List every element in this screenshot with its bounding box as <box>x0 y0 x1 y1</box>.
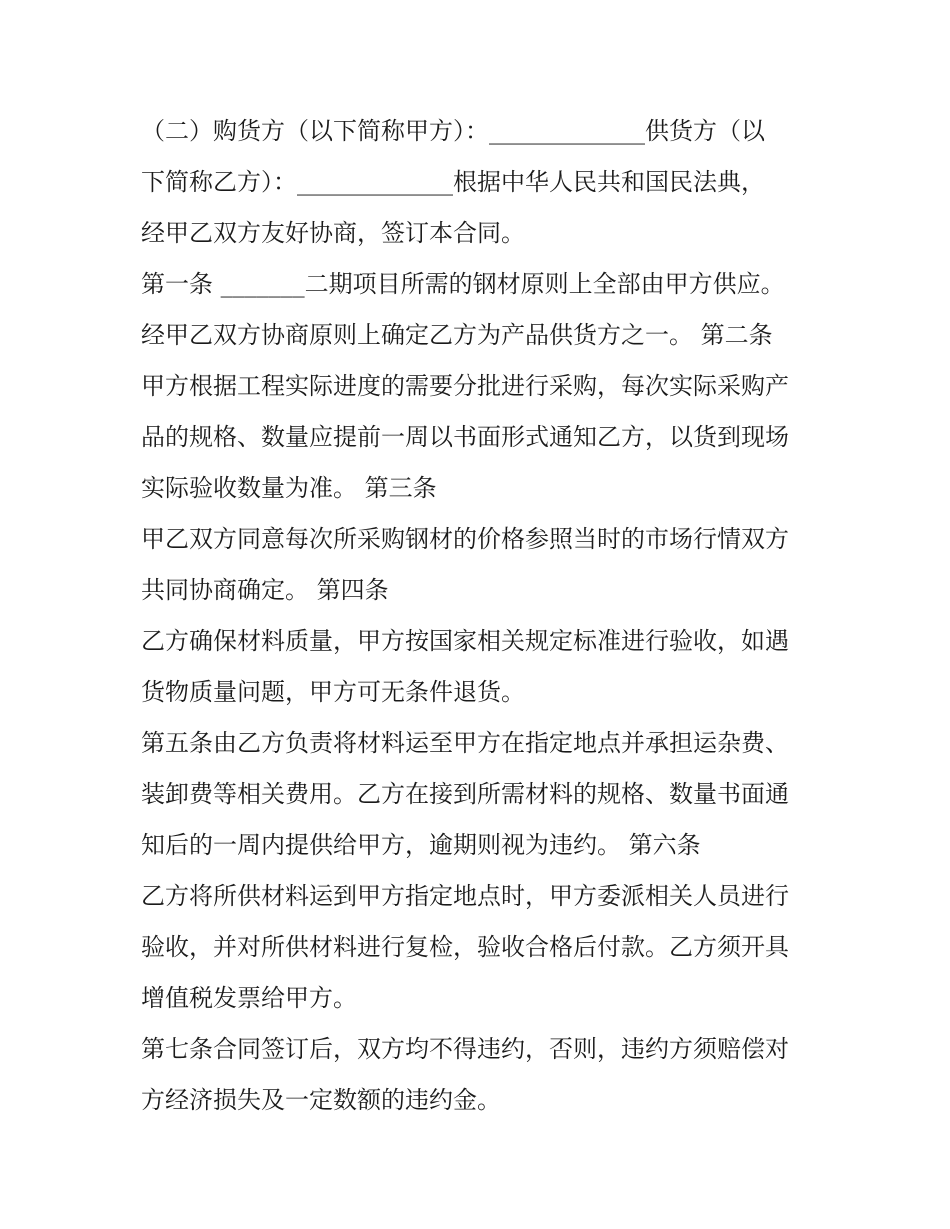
text-line: 品的规格、数量应提前一周以书面形式通知乙方，以货到现场 <box>141 423 789 451</box>
text-line: 乙方确保材料质量，甲方按国家相关规定标准进行验收，如遇 <box>141 627 789 655</box>
text-line: 甲方根据工程实际进度的需要分批进行采购，每次实际采购产 <box>141 372 789 400</box>
contract-body <box>141 108 821 1128</box>
text-line: 第七条合同签订后，双方均不得违约，否则，违约方须赔偿对 <box>141 1035 789 1063</box>
text-line: 第五条由乙方负责将材料运至甲方在指定地点并承担运杂费、 <box>141 729 789 757</box>
text-line: 甲乙双方同意每次所采购钢材的价格参照当时的市场行情双方 <box>141 525 789 553</box>
text-line: 验收，并对所供材料进行复检，验收合格后付款。乙方须开具 <box>141 933 789 961</box>
text-line: 第一条 _______二期项目所需的钢材原则上全部由甲方供应。 <box>141 270 785 298</box>
text-line: 实际验收数量为准。 第三条 <box>141 474 437 502</box>
text-line: （二）购货方（以下简称甲方）：_____________供货方（以 <box>141 117 765 145</box>
text-line: 共同协商确定。 第四条 <box>141 576 389 604</box>
text-line: 知后的一周内提供给甲方，逾期则视为违约。 第六条 <box>141 831 701 859</box>
text-line: 乙方将所供材料运到甲方指定地点时，甲方委派相关人员进行 <box>141 882 789 910</box>
text-line: 经甲乙双方友好协商，签订本合同。 <box>141 219 525 247</box>
text-line: 装卸费等相关费用。乙方在接到所需材料的规格、数量书面通 <box>141 780 789 808</box>
text-line: 下简称乙方）：_____________根据中华人民共和国民法典， <box>141 168 765 196</box>
text-line: 增值税发票给甲方。 <box>141 984 357 1012</box>
text-line: 方经济损失及一定数额的违约金。 <box>141 1086 501 1114</box>
text-line: 经甲乙双方协商原则上确定乙方为产品供货方之一。 第二条 <box>141 321 773 349</box>
text-line: 货物质量问题，甲方可无条件退货。 <box>141 678 525 706</box>
